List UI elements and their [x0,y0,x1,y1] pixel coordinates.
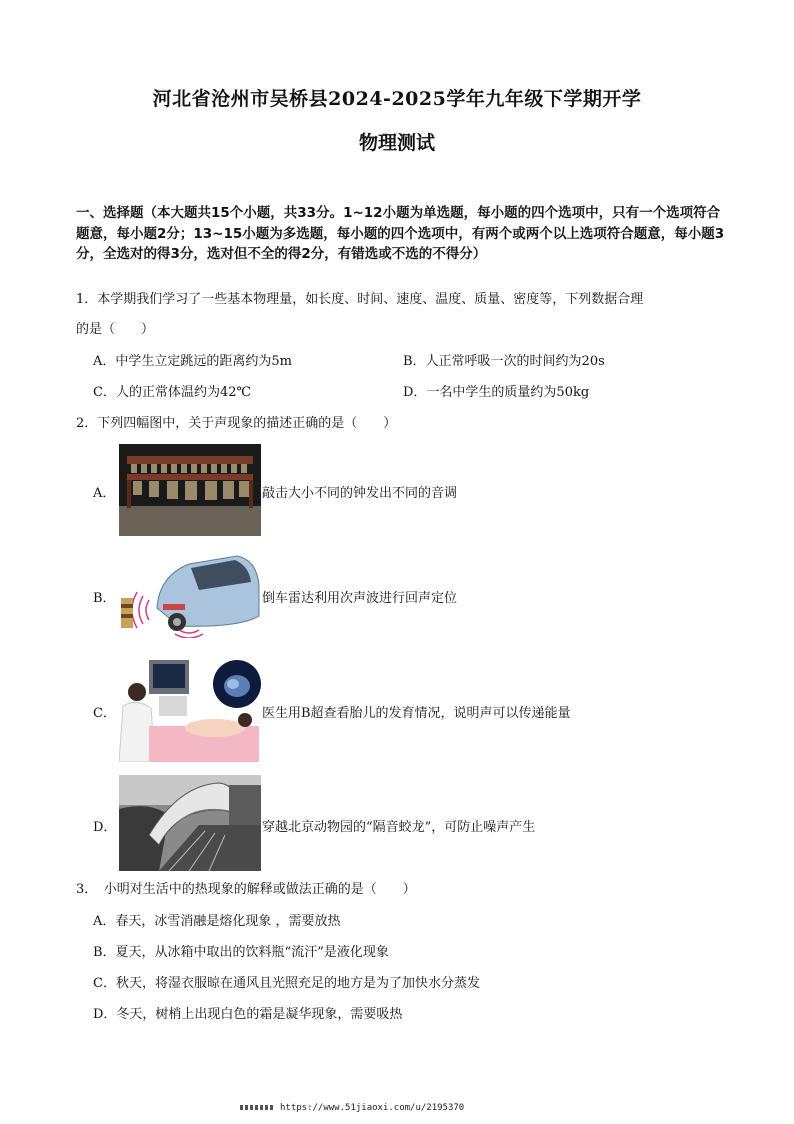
exam-title-line1: 河北省沧州市吴桥县2024-2025学年九年级下学期开学 [152,88,642,110]
question-3-option-b: B．夏天，从冰箱中取出的饮料瓶“流汗”是液化现象 [93,945,389,960]
question-2-stem: 2．下列四幅图中，关于声现象的描述正确的是（ ） [76,416,397,431]
question-2-option-b-label: B． [93,591,116,606]
question-3-option-c: C．秋天，将湿衣服晾在通风且光照充足的地方是为了加快水分蒸发 [93,976,480,991]
question-3-option-a: A．春天，冰雪消融是熔化现象 ，需要放热 [93,914,341,929]
reversing-car-radar-illustration [119,546,261,638]
question-1-option-a: A．中学生立定跳远的距离约为5m [93,354,292,369]
question-1-option-b: B．人正常呼吸一次的时间约为20s [403,354,605,369]
watermark-logo-icon [240,1105,274,1110]
question-2-option-c-label: C． [93,706,116,721]
question-2-option-d-text: 穿越北京动物园的“隔音蛟龙”，可防止噪声产生 [262,820,536,835]
question-1-stem-line1: 1．本学期我们学习了一些基本物理量，如长度、时间、速度、温度、质量、密度等，下列数据合理 [76,292,644,307]
question-2-option-a-text: 敲击大小不同的钟发出不同的音调 [262,486,458,501]
question-3-stem: 3． 小明对生活中的热现象的解释或做法正确的是（ ） [76,882,416,897]
section-heading: 一、选择题（本大题共15个小题，共33分。1~12小题为单选题，每小题的四个选项中，只有一个选项符合题意，每小题2分；13~15小题为多选题，每小题的四个选项中，有两个或两个以上选项符合题意，每小题3分，全选对的得3分，选对但不全的得2分，有错选或不选的不得分） [76,205,725,262]
exam-title-line2: 物理测试 [358,132,435,154]
footer-url-link[interactable]: https://www.51jiaoxi.com/u/2195370 [280,1103,465,1113]
noise-barrier-tunnel-photo [119,775,261,871]
footer-watermark [240,1103,600,1113]
question-2-option-c-text: 医生用B超查看胎儿的发育情况，说明声可以传递能量 [262,706,571,721]
question-1-stem-line2: 的是（ ） [76,322,155,337]
bronze-bells-photo [119,444,261,536]
question-2-option-a-label: A． [93,486,116,501]
question-3-option-d: D．冬天，树梢上出现白色的霜是凝华现象，需要吸热 [93,1007,403,1022]
b-ultrasound-scan-photo [119,656,261,762]
question-2-option-d-label: D． [93,820,117,835]
question-1-option-d: D．一名中学生的质量约为50kg [403,385,590,400]
question-1-option-c: C．人的正常体温约为42℃ [93,385,252,400]
question-2-option-b-text: 倒车雷达利用次声波进行回声定位 [262,591,458,606]
